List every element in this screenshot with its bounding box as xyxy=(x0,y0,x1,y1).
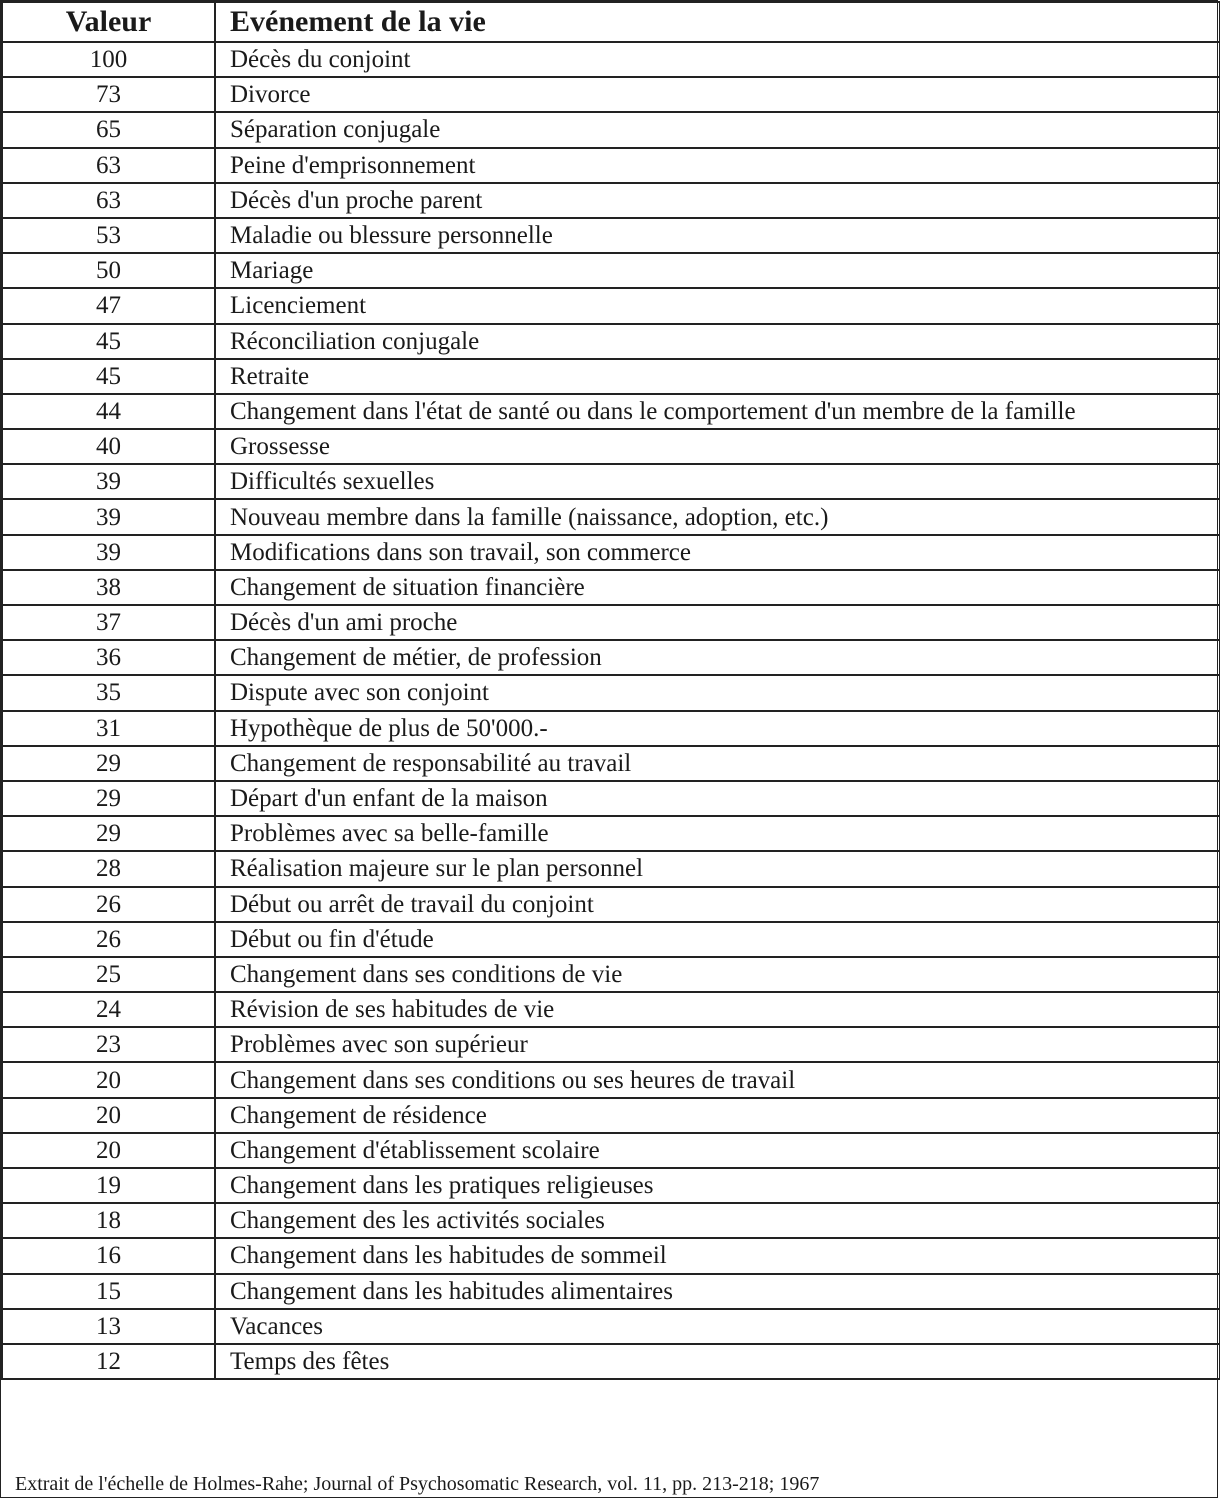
table-row xyxy=(2,535,1220,570)
row-value: 12 xyxy=(2,1344,215,1379)
source-citation: Extrait de l'échelle de Holmes-Rahe; Journal of Psychosomatic Research, vol. 11, pp. 213-218; 1967 xyxy=(15,1473,820,1495)
row-value: 20 xyxy=(2,1133,215,1168)
table-row xyxy=(2,1062,1220,1097)
row-value: 45 xyxy=(2,359,215,394)
table-row xyxy=(2,746,1220,781)
table-row xyxy=(2,675,1220,710)
row-value: 29 xyxy=(2,816,215,851)
table-row xyxy=(2,218,1220,253)
row-value: 63 xyxy=(2,148,215,183)
table-row xyxy=(2,394,1220,429)
row-value: 13 xyxy=(2,1309,215,1344)
row-event: Mariage xyxy=(215,253,1220,288)
holmes-rahe-table xyxy=(1,1,1220,1380)
table-row xyxy=(2,288,1220,323)
row-event: Changement dans l'état de santé ou dans le comportement d'un membre de la famille xyxy=(215,394,1220,429)
table-row xyxy=(2,957,1220,992)
row-event: Révision de ses habitudes de vie xyxy=(215,992,1220,1027)
table-row xyxy=(2,324,1220,359)
row-event: Décès du conjoint xyxy=(215,42,1220,77)
table-row xyxy=(2,464,1220,499)
row-value: 36 xyxy=(2,640,215,675)
row-value: 16 xyxy=(2,1238,215,1273)
row-value: 15 xyxy=(2,1274,215,1309)
table-row xyxy=(2,781,1220,816)
table-header-row xyxy=(2,2,1220,42)
table-row xyxy=(2,429,1220,464)
row-event: Changement des les activités sociales xyxy=(215,1203,1220,1238)
row-value: 38 xyxy=(2,570,215,605)
table-row xyxy=(2,183,1220,218)
row-value: 24 xyxy=(2,992,215,1027)
header-value: Valeur xyxy=(2,2,215,42)
row-event: Grossesse xyxy=(215,429,1220,464)
table-row xyxy=(2,1133,1220,1168)
row-value: 29 xyxy=(2,746,215,781)
row-event: Changement de responsabilité au travail xyxy=(215,746,1220,781)
row-value: 31 xyxy=(2,711,215,746)
row-event: Changement dans ses conditions de vie xyxy=(215,957,1220,992)
row-event: Réconciliation conjugale xyxy=(215,324,1220,359)
row-event: Changement de métier, de profession xyxy=(215,640,1220,675)
row-event: Décès d'un ami proche xyxy=(215,605,1220,640)
row-value: 65 xyxy=(2,112,215,147)
table-row xyxy=(2,851,1220,886)
row-value: 29 xyxy=(2,781,215,816)
row-value: 28 xyxy=(2,851,215,886)
table-row xyxy=(2,1203,1220,1238)
row-value: 39 xyxy=(2,499,215,534)
row-value: 39 xyxy=(2,535,215,570)
row-value: 20 xyxy=(2,1062,215,1097)
row-event: Nouveau membre dans la famille (naissance, adoption, etc.) xyxy=(215,499,1220,534)
table-row xyxy=(2,922,1220,957)
row-value: 100 xyxy=(2,42,215,77)
row-event: Retraite xyxy=(215,359,1220,394)
row-event: Changement dans ses conditions ou ses heures de travail xyxy=(215,1062,1220,1097)
table-row xyxy=(2,148,1220,183)
row-event: Dispute avec son conjoint xyxy=(215,675,1220,710)
row-value: 20 xyxy=(2,1098,215,1133)
row-event: Changement dans les habitudes alimentaires xyxy=(215,1274,1220,1309)
row-event: Début ou arrêt de travail du conjoint xyxy=(215,887,1220,922)
row-event: Changement de situation financière xyxy=(215,570,1220,605)
row-value: 40 xyxy=(2,429,215,464)
table-row xyxy=(2,1098,1220,1133)
row-event: Maladie ou blessure personnelle xyxy=(215,218,1220,253)
row-value: 26 xyxy=(2,922,215,957)
row-value: 37 xyxy=(2,605,215,640)
table-row xyxy=(2,1344,1220,1379)
table-row xyxy=(2,499,1220,534)
row-event: Séparation conjugale xyxy=(215,112,1220,147)
row-value: 25 xyxy=(2,957,215,992)
row-event: Licenciement xyxy=(215,288,1220,323)
row-value: 47 xyxy=(2,288,215,323)
row-value: 63 xyxy=(2,183,215,218)
row-event: Vacances xyxy=(215,1309,1220,1344)
row-value: 53 xyxy=(2,218,215,253)
table-row xyxy=(2,711,1220,746)
row-value: 44 xyxy=(2,394,215,429)
table-row xyxy=(2,887,1220,922)
row-event: Changement dans les habitudes de sommeil xyxy=(215,1238,1220,1273)
table-row xyxy=(2,1238,1220,1273)
row-value: 50 xyxy=(2,253,215,288)
row-event: Changement de résidence xyxy=(215,1098,1220,1133)
row-event: Difficultés sexuelles xyxy=(215,464,1220,499)
table-row xyxy=(2,253,1220,288)
row-value: 73 xyxy=(2,77,215,112)
table-row xyxy=(2,112,1220,147)
table-row xyxy=(2,42,1220,77)
row-event: Peine d'emprisonnement xyxy=(215,148,1220,183)
row-event: Changement d'établissement scolaire xyxy=(215,1133,1220,1168)
table-row xyxy=(2,1027,1220,1062)
row-value: 26 xyxy=(2,887,215,922)
row-event: Problèmes avec son supérieur xyxy=(215,1027,1220,1062)
table-row xyxy=(2,640,1220,675)
row-event: Changement dans les pratiques religieuses xyxy=(215,1168,1220,1203)
row-event: Décès d'un proche parent xyxy=(215,183,1220,218)
row-event: Départ d'un enfant de la maison xyxy=(215,781,1220,816)
row-value: 19 xyxy=(2,1168,215,1203)
table-row xyxy=(2,1168,1220,1203)
table-body xyxy=(2,42,1220,1379)
row-value: 23 xyxy=(2,1027,215,1062)
table-row xyxy=(2,816,1220,851)
table-row xyxy=(2,77,1220,112)
table-row xyxy=(2,1309,1220,1344)
row-event: Modifications dans son travail, son commerce xyxy=(215,535,1220,570)
row-value: 35 xyxy=(2,675,215,710)
table-row xyxy=(2,605,1220,640)
row-value: 18 xyxy=(2,1203,215,1238)
row-event: Divorce xyxy=(215,77,1220,112)
row-value: 45 xyxy=(2,324,215,359)
row-event: Réalisation majeure sur le plan personnel xyxy=(215,851,1220,886)
row-event: Temps des fêtes xyxy=(215,1344,1220,1379)
table-row xyxy=(2,359,1220,394)
table-row xyxy=(2,570,1220,605)
row-event: Début ou fin d'étude xyxy=(215,922,1220,957)
row-value: 39 xyxy=(2,464,215,499)
row-event: Problèmes avec sa belle-famille xyxy=(215,816,1220,851)
table-row xyxy=(2,992,1220,1027)
header-event: Evénement de la vie xyxy=(215,2,1220,42)
table-row xyxy=(2,1274,1220,1309)
row-event: Hypothèque de plus de 50'000.- xyxy=(215,711,1220,746)
